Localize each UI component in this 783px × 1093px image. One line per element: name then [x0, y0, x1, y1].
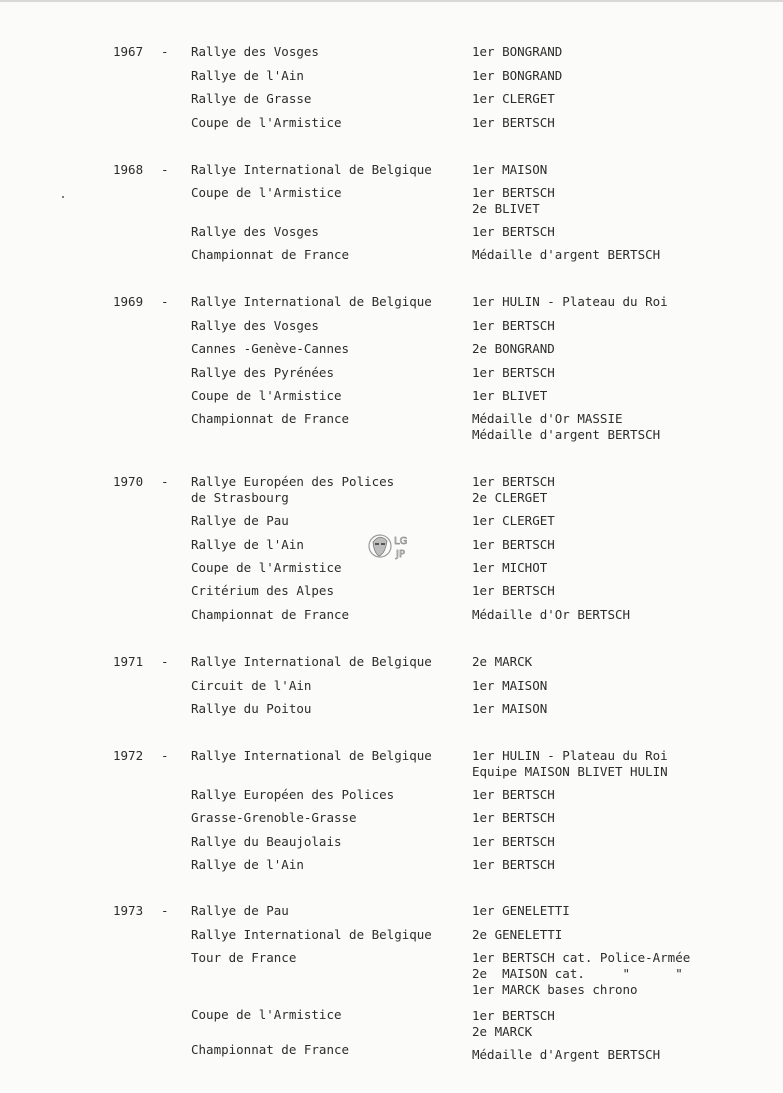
event-name: Championnat de France — [191, 247, 350, 262]
result-text: 1er CLERGET — [472, 513, 555, 528]
result-text: 1er GENELETTI — [472, 903, 570, 918]
result-text: 1er BERTSCH — [472, 537, 555, 552]
event-name: Championnat de France — [191, 1042, 350, 1057]
result-text: 2e GENELETTI — [472, 927, 563, 942]
year-dash: - — [161, 294, 169, 309]
event-name: Circuit de l'Ain — [191, 678, 312, 693]
result-text: 1er MAISON — [472, 162, 548, 177]
event-name: Rallye International de Belgique — [191, 927, 432, 942]
result-text: 1er BONGRAND — [472, 44, 563, 59]
top-border — [0, 0, 783, 2]
event-name: Rallye International de Belgique — [191, 162, 432, 177]
event-name: Coupe de l'Armistice — [191, 185, 342, 200]
result-text: Médaille d'argent BERTSCH — [472, 247, 661, 262]
event-name: Coupe de l'Armistice — [191, 388, 342, 403]
result-text: 1er BERTSCH — [472, 787, 555, 802]
event-name: Coupe de l'Armistice — [191, 560, 342, 575]
result-text: 1er HULIN - Plateau du Roi — [472, 294, 668, 309]
result-text: 1er BERTSCH — [472, 115, 555, 130]
event-name: Rallye de l'Ain — [191, 857, 304, 872]
result-text: 2e MARCK — [472, 654, 533, 669]
event-name: Rallye de l'Ain — [191, 68, 304, 83]
event-name: Rallye des Vosges — [191, 44, 319, 59]
result-text: 1er BERTSCH 2e MARCK — [472, 1008, 555, 1039]
result-text: 1er BERTSCH — [472, 810, 555, 825]
event-name: Rallye des Pyrénées — [191, 365, 334, 380]
result-text: 1er BERTSCH — [472, 583, 555, 598]
result-text: 1er BONGRAND — [472, 68, 563, 83]
event-name: Rallye International de Belgique — [191, 654, 432, 669]
year-label: 1973 — [113, 903, 144, 918]
event-name: Rallye International de Belgique — [191, 294, 432, 309]
event-name: Rallye de l'Ain — [191, 537, 304, 552]
result-text: 1er BERTSCH — [472, 224, 555, 239]
result-text: 1er BERTSCH 2e CLERGET — [472, 474, 555, 505]
event-name: Cannes -Genève-Cannes — [191, 341, 350, 356]
event-name: Rallye de Pau — [191, 903, 289, 918]
result-text: 1er BERTSCH — [472, 857, 555, 872]
event-name: Rallye de Pau — [191, 513, 289, 528]
year-label: 1969 — [113, 294, 144, 309]
result-text: 1er HULIN - Plateau du Roi Equipe MAISON BLIVET HULIN — [472, 748, 668, 779]
event-name: Rallye du Beaujolais — [191, 834, 342, 849]
year-dash: - — [161, 474, 169, 489]
year-label: 1968 — [113, 162, 144, 177]
event-name: Rallye Européen des Polices de Strasbourg — [191, 474, 395, 505]
event-name: Critérium des Alpes — [191, 583, 334, 598]
event-name: Rallye de Grasse — [191, 91, 312, 106]
event-name: Coupe de l'Armistice — [191, 1007, 342, 1022]
event-name: Grasse-Grenoble-Grasse — [191, 810, 357, 825]
result-text: Médaille d'Or BERTSCH — [472, 607, 631, 622]
result-text: 1er MICHOT — [472, 560, 548, 575]
result-text: 1er BERTSCH — [472, 365, 555, 380]
svg-text:LG: LG — [394, 536, 408, 547]
result-text: 1er MAISON — [472, 701, 548, 716]
event-name: Championnat de France — [191, 411, 350, 426]
year-dash: - — [161, 44, 169, 59]
result-text: 1er BERTSCH 2e BLIVET — [472, 185, 555, 216]
year-label: 1967 — [113, 44, 144, 59]
portrait-stamp-icon — [366, 528, 418, 564]
event-name: Rallye des Vosges — [191, 224, 319, 239]
event-name: Rallye International de Belgique — [191, 748, 432, 763]
result-text: 2e BONGRAND — [472, 341, 555, 356]
year-dash: - — [161, 748, 169, 763]
year-label: 1972 — [113, 748, 144, 763]
event-name: Coupe de l'Armistice — [191, 115, 342, 130]
event-name: Rallye Européen des Polices — [191, 787, 395, 802]
event-name: Championnat de France — [191, 607, 350, 622]
year-label: 1971 — [113, 654, 144, 669]
year-label: 1970 — [113, 474, 144, 489]
result-text: 1er BLIVET — [472, 388, 548, 403]
svg-text:JP: JP — [396, 549, 405, 560]
year-dash: - — [161, 903, 169, 918]
result-text: 1er MAISON — [472, 678, 548, 693]
result-text: 1er BERTSCH — [472, 834, 555, 849]
event-name: Tour de France — [191, 950, 297, 965]
result-text: Médaille d'Or MASSIE Médaille d'argent BERTSCH — [472, 411, 661, 442]
event-name: Rallye des Vosges — [191, 318, 319, 333]
event-name: Rallye du Poitou — [191, 701, 312, 716]
year-dash: - — [161, 654, 169, 669]
result-text: 1er BERTSCH cat. Police-Armée 2e MAISON cat. " " 1er MARCK bases chrono — [472, 950, 691, 997]
year-dash: - — [161, 162, 169, 177]
result-text: 1er BERTSCH — [472, 318, 555, 333]
ink-speck — [62, 196, 64, 198]
result-text: 1er CLERGET — [472, 91, 555, 106]
result-text: Médaille d'Argent BERTSCH — [472, 1047, 661, 1062]
